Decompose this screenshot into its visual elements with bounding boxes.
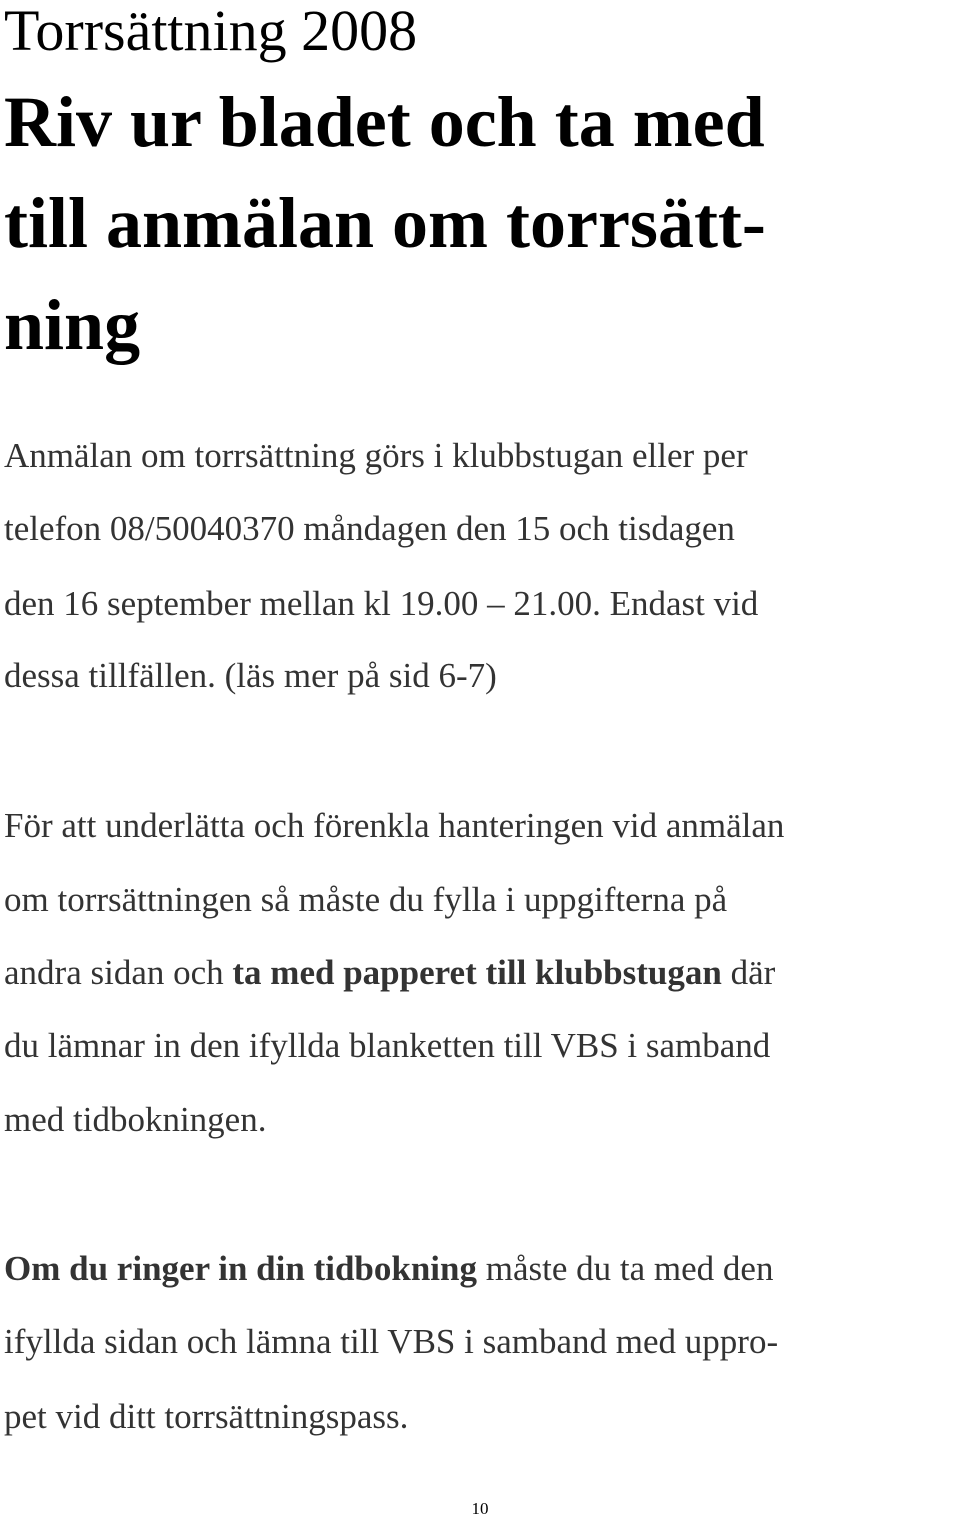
page-number: 10 — [471, 1499, 489, 1518]
instructions-line-3-start: andra sidan och — [4, 953, 233, 992]
phone-note-emphasis: Om du ringer in din tidbokning — [4, 1249, 477, 1288]
intro-line-2: telefon 08/50040370 måndagen den 15 och tisdagen — [4, 509, 735, 548]
instructions-line-5: med tidbokningen. — [4, 1100, 267, 1139]
phone-note-line-1 — [4, 1249, 773, 1289]
document-title: Torrsättning 2008 — [4, 0, 418, 63]
headline-line-2: till anmälan om torrsätt- — [4, 183, 766, 263]
instructions-line-3 — [4, 953, 775, 993]
intro-line-4: dessa tillfällen. (läs mer på sid 6-7) — [4, 656, 497, 695]
headline-line-3: ning — [4, 285, 141, 365]
phone-note-line-1-end: måste du ta med den — [477, 1249, 774, 1288]
phone-note-line-2: ifyllda sidan och lämna till VBS i samband med uppro- — [4, 1322, 779, 1361]
instructions-line-4: du lämnar in den ifyllda blanketten till VBS i samband — [4, 1026, 771, 1065]
instructions-line-3-end: där — [721, 953, 776, 992]
instructions-line-1: För att underlätta och förenkla hanteringen vid anmälan — [4, 806, 785, 845]
intro-line-1: Anmälan om torrsättning görs i klubbstugan eller per — [4, 436, 748, 475]
intro-line-3: den 16 september mellan kl 19.00 – 21.00. Endast vid — [4, 584, 759, 623]
headline-line-1: Riv ur bladet och ta med — [4, 82, 765, 162]
phone-note-line-3: pet vid ditt torrsättningspass. — [4, 1397, 409, 1436]
instructions-emphasis: ta med papperet till klubbstugan — [232, 953, 722, 992]
instructions-line-2: om torrsättningen så måste du fylla i uppgifterna på — [4, 880, 728, 919]
